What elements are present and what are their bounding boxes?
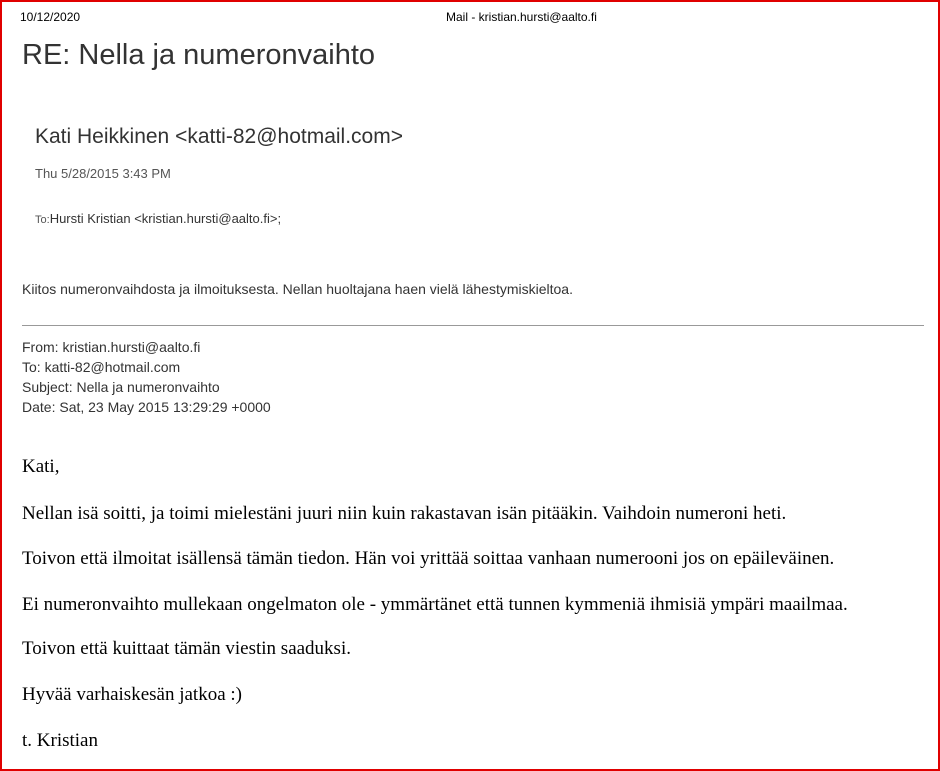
quoted-paragraph: Nellan isä soitti, ja toimi mielestäni juuri niin kuin rakastavan isän pitääkin. Vaihdoin numeroni heti. xyxy=(22,503,787,524)
email-sent-time: Thu 5/28/2015 3:43 PM xyxy=(35,166,171,181)
quoted-to: To: katti-82@hotmail.com xyxy=(22,359,181,375)
quoted-paragraph: Ei numeronvaihto mullekaan ongelmaton ole - ymmärtänet että tunnen kymmeniä ihmisiä ympäri maailmaa. xyxy=(22,594,848,615)
quoted-date: Date: Sat, 23 May 2015 13:29:29 +0000 xyxy=(22,399,271,415)
quote-divider xyxy=(22,325,924,326)
quoted-paragraph: Toivon että ilmoitat isällensä tämän tiedon. Hän voi yrittää soittaa vanhaan numerooni jos on epäileväinen. xyxy=(22,548,835,569)
email-recipients xyxy=(35,211,281,226)
quoted-paragraph: Toivon että kuittaat tämän viestin saaduksi. xyxy=(22,638,351,659)
email-sender: Kati Heikkinen <katti-82@hotmail.com> xyxy=(35,125,403,148)
to-label: To: xyxy=(35,214,50,226)
print-date: 10/12/2020 xyxy=(20,10,81,24)
quoted-header xyxy=(22,337,271,417)
quoted-greeting: Kati, xyxy=(22,456,60,477)
reply-body: Kiitos numeronvaihdosta ja ilmoituksesta. Nellan huoltajana haen vielä lähestymiskieltoa. xyxy=(22,281,573,297)
print-title: Mail - kristian.hursti@aalto.fi xyxy=(446,10,597,24)
to-address: Hursti Kristian <kristian.hursti@aalto.fi>; xyxy=(49,211,282,226)
email-subject: RE: Nella ja numeronvaihto xyxy=(22,39,376,71)
quoted-subject: Subject: Nella ja numeronvaihto xyxy=(22,379,220,395)
quoted-signature: t. Kristian xyxy=(22,730,98,751)
quoted-paragraph: Hyvää varhaiskesän jatkoa :) xyxy=(22,684,242,705)
quoted-from: From: kristian.hursti@aalto.fi xyxy=(22,339,201,355)
